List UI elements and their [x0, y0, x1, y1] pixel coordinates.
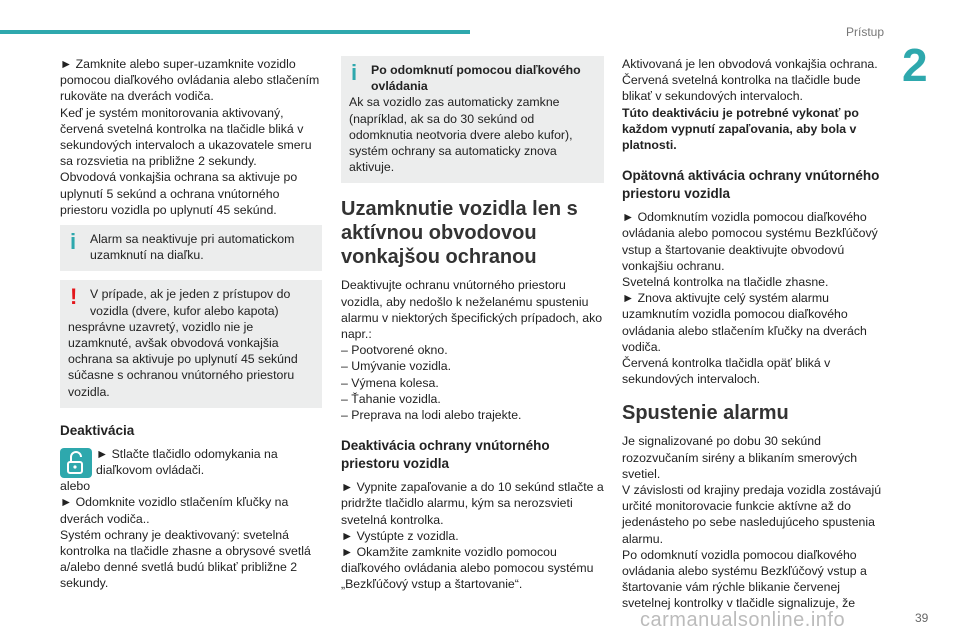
paragraph: ► Vypnite zapaľovanie a do 10 sekúnd stlačte a pridržte tlačidlo alarmu, kým sa nerozsvieti svetelná kontrolka. — [341, 480, 604, 527]
list-item: – Výmena kolesa. — [341, 375, 439, 390]
info-note-text: Ak sa vozidlo zas automaticky zamkne (napríklad, ak sa do 30 sekúnd od odomknutia neotvoria dvere alebo kufor), systém ochrany sa automaticky znova aktivuje. — [349, 95, 573, 175]
paragraph: Červená kontrolka tlačidla opäť bliká v sekundových intervaloch. — [622, 356, 831, 387]
section-title: Prístup — [846, 25, 885, 39]
deactivation-title: Deaktivácia — [60, 422, 135, 438]
paragraph: Po odomknutí vozidla pomocou diaľkového ovládania alebo systému Bezkľúčový vstup a štartovanie vám rýchle blikanie červenej svetelnej kontrolky v tlačidle signalizuje, že — [622, 547, 867, 611]
list-item: – Pootvorené okno. — [341, 343, 448, 358]
subsection-heading: Deaktivácia ochrany vnútorného priestoru vozidla — [341, 438, 550, 472]
paragraph: ► Okamžite zamknite vozidlo pomocou diaľkového ovládania alebo pomocou systému „Bezkľúčový vstup a štartovanie“. — [341, 545, 594, 592]
header-accent-bar — [0, 30, 470, 34]
info-note-text: Alarm sa neaktivuje pri automatickom uzamknutí na diaľku. — [90, 232, 295, 263]
warning-note — [60, 280, 322, 407]
paragraph: alebo — [60, 479, 91, 494]
warning-note-rest: nesprávne uzavretý, vozidlo nie je uzamknuté, avšak obvodová vonkajšia ochrana sa aktivuje po uplynutí 45 sekúnd súčasne s ochranou vnútorného priestoru vozidla. — [68, 319, 298, 399]
paragraph: Keď je systém monitorovania aktivovaný, červená svetelná kontrolka na tlačidle bliká v sekundových intervaloch a ukazovatele smeru sa rozsvietia na približne 2 sekundy. — [60, 105, 312, 169]
paragraph: Aktivovaná je len obvodová vonkajšia ochrana. Červená svetelná kontrolka na tlačidle bude blikať v sekundových intervaloch. — [622, 57, 878, 104]
warning-note-first: V prípade, ak je jeden z prístupov do vozidla (dvere, kufor alebo kapota) — [90, 287, 291, 318]
paragraph: Je signalizované po dobu 30 sekúnd rozozvučaním sirény a blikaním smerových svetiel. — [622, 434, 858, 481]
paragraph: ► Vystúpte z vozidla. — [341, 528, 459, 543]
unlock-step — [60, 446, 322, 478]
unlock-icon — [60, 448, 92, 478]
paragraph: Deaktivujte ochranu vnútorného priestoru vozidla, aby nedošlo k neželanému spusteniu alarmu v niektorých špecifických prípadoch, ako napr.: — [341, 278, 603, 342]
paragraph: ► Odomknite vozidlo stlačením kľučky na dverách vodiča.. — [60, 495, 289, 526]
list-item: – Preprava na lodi alebo trajekte. — [341, 408, 522, 423]
list-item: – Ťahanie vozidla. — [341, 391, 441, 406]
list-item: – Umývanie vozidla. — [341, 359, 452, 374]
page-number: 39 — [915, 611, 929, 625]
info-note — [341, 56, 604, 183]
paragraph: Systém ochrany je deaktivovaný: svetelná kontrolka na tlačidle zhasne a obrysové svetlá a/alebo denné svetlá budú blikať približne 2 sekundy. — [60, 527, 311, 591]
paragraph: Obvodová vonkajšia ochrana sa aktivuje po uplynutí 5 sekúnd a ochrana vnútorného priestoru vozidla po uplynutí 45 sekúnd. — [60, 170, 298, 217]
unlock-step-text: ► Stlačte tlačidlo odomykania na diaľkovom ovládači. — [96, 446, 278, 478]
column-2 — [341, 56, 604, 593]
info-note — [60, 225, 322, 271]
subsection-heading: Opätovná aktivácia ochrany vnútorného priestoru vozidla — [622, 168, 880, 202]
section-heading: Spustenie alarmu — [622, 402, 789, 425]
info-icon: i — [70, 229, 77, 255]
paragraph: ► Zamknite alebo super-uzamknite vozidlo pomocou diaľkového ovládania alebo stlačením rukoväte na dverách vodiča. — [60, 57, 320, 104]
warning-icon: ! — [70, 284, 78, 310]
column-1 — [60, 56, 322, 592]
paragraph: Svetelná kontrolka na tlačidle zhasne. — [622, 275, 829, 290]
paragraph: ► Znova aktivujte celý systém alarmu uzamknutím vozidla pomocou diaľkového ovládania alebo stlačením kľučky na dverách vodiča. — [622, 291, 867, 354]
column-3 — [622, 56, 886, 612]
info-note-title: Po odomknutí pomocou diaľkového ovládania — [371, 63, 581, 94]
bold-paragraph: Túto deaktiváciu je potrebné vykonať po každom vypnutí zapaľovania, aby bola v platnosti. — [622, 105, 859, 153]
section-heading: Uzamknutie vozidla len s aktívnou obvodovou vonkajšou ochranou — [341, 198, 578, 269]
watermark: carmanualsonline.info — [640, 609, 846, 631]
info-icon: i — [351, 60, 358, 85]
paragraph: V závislosti od krajiny predaja vozidla zostávajú určité monitorovacie funkcie aktívne až do jedenásteho po sebe nasledujúceho spustenia alarmu. — [622, 483, 882, 546]
paragraph: ► Odomknutím vozidla pomocou diaľkového ovládania alebo pomocou systému Bezkľúčový vstup a štartovanie deaktivujte obvodovú vonkajšiu ochranu. — [622, 210, 878, 273]
chapter-number: 2 — [902, 39, 928, 91]
